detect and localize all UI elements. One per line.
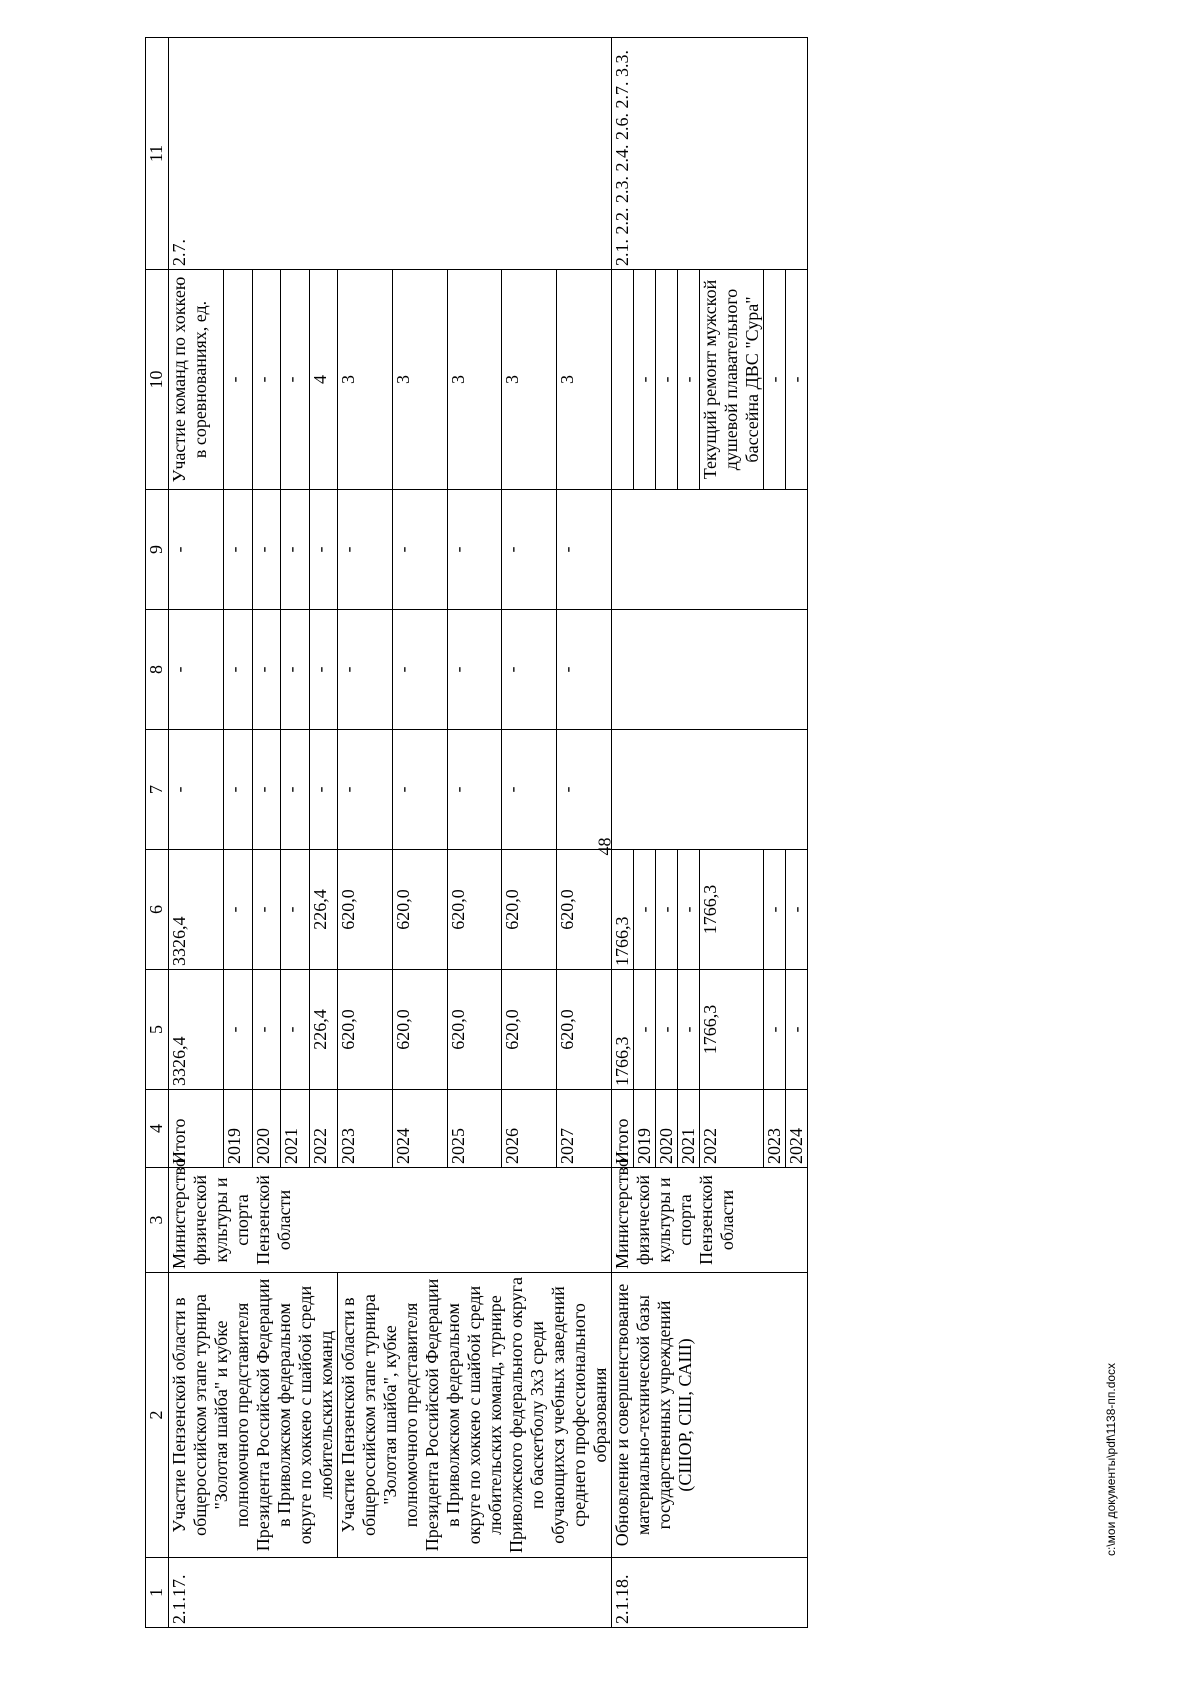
year-cell: 2024 [786,1090,808,1168]
value-cell: 620,0 [557,970,612,1090]
value-cell: - [502,730,557,850]
responsible-ministry: Министерство физической культуры и спорта Пензенской области [612,1168,808,1273]
value-cell: 3326,4 [169,850,224,970]
col-header: 1 [146,1558,169,1628]
value-cell: - [281,490,309,610]
value-cell: - [281,970,309,1090]
value-cell: 3 [392,270,447,490]
value-cell: - [678,270,700,490]
value-cell: - [764,850,786,970]
value-cell: - [252,730,280,850]
value-cell: 3326,4 [169,970,224,1090]
value-cell: 620,0 [447,970,502,1090]
value-cell: - [252,970,280,1090]
value-cell-empty [612,610,808,730]
value-cell: - [392,610,447,730]
value-cell: - [656,970,678,1090]
indicator-cell: Текущий ремонт мужской душевой плавательного бассейна ДВС "Сура" [700,270,764,490]
value-cell: - [252,270,280,490]
year-cell: 2021 [678,1090,700,1168]
table-row [612,38,634,1628]
value-cell: 3 [502,270,557,490]
value-cell: 3 [447,270,502,490]
value-cell-empty [612,730,808,850]
page-number: 48 [594,837,615,856]
table-row [169,38,224,1628]
year-cell: 2022 [309,1090,337,1168]
year-cell: 2019 [634,1090,656,1168]
value-cell: - [447,730,502,850]
value-cell: - [786,270,808,490]
value-cell: 4 [309,270,337,490]
value-cell: 1766,3 [612,850,634,970]
year-cell: 2025 [447,1090,502,1168]
value-cell: 1766,3 [700,850,764,970]
value-cell: - [502,610,557,730]
col-header: 3 [146,1168,169,1273]
value-cell: - [447,490,502,610]
value-cell: 620,0 [392,850,447,970]
value-cell-empty [612,490,808,610]
col-header: 8 [146,610,169,730]
value-cell: - [557,730,612,850]
value-cell: - [502,490,557,610]
value-cell: - [557,610,612,730]
value-cell: - [338,490,393,610]
table-row [338,38,393,1628]
col-header: 2 [146,1273,169,1558]
link-cell: 2.1. 2.2. 2.3. 2.4. 2.6. 2.7. 3.3. [612,38,808,270]
value-cell: 226,4 [309,850,337,970]
document-table-rotated [145,38,1090,1628]
value-cell: - [224,970,252,1090]
value-cell: 1766,3 [612,970,634,1090]
year-cell: 2027 [557,1090,612,1168]
value-cell: 3 [338,270,393,490]
year-cell: 2023 [338,1090,393,1168]
value-cell: - [281,270,309,490]
value-cell: - [764,270,786,490]
value-cell: - [309,730,337,850]
col-header: 11 [146,38,169,270]
value-cell: - [634,970,656,1090]
year-cell: 2019 [224,1090,252,1168]
value-cell: 620,0 [502,850,557,970]
value-cell: 1766,3 [700,970,764,1090]
year-cell: 2020 [656,1090,678,1168]
value-cell [612,270,634,490]
row-number: 2.1.18. [612,1558,808,1628]
value-cell: - [634,850,656,970]
col-header: 4 [146,1090,169,1168]
value-cell: - [392,490,447,610]
col-header: 9 [146,490,169,610]
value-cell: - [634,270,656,490]
value-cell: 226,4 [309,970,337,1090]
col-header: 10 [146,270,169,490]
row-number: 2.1.17. [169,1558,612,1628]
value-cell: - [281,730,309,850]
value-cell: 620,0 [447,850,502,970]
value-cell: - [224,730,252,850]
value-cell: - [656,270,678,490]
value-cell: - [786,850,808,970]
value-cell: - [224,610,252,730]
responsible-ministry: Министерство физической культуры и спорта Пензенской области [169,1168,612,1273]
measure-description: Участие Пензенской области в общероссийском этапе турнира "Золотая шайба", кубке полномочного представителя Президента Российской Федерации в Приволжском федеральном округе по хоккею с шайбой среди любительских команд, турнире Приволжского федерального округа по баскетболу 3x3 среди обучающихся учебных заведений среднего профессионального образования [338,1273,612,1558]
value-cell: 620,0 [338,850,393,970]
year-cell: 2022 [700,1090,764,1168]
value-cell: - [252,490,280,610]
value-cell: - [786,970,808,1090]
col-header: 7 [146,730,169,850]
link-cell: 2.7. [169,38,612,270]
value-cell: 620,0 [338,970,393,1090]
value-cell: 620,0 [392,970,447,1090]
value-cell: - [224,850,252,970]
value-cell: - [309,610,337,730]
year-cell: Итого [169,1090,224,1168]
value-cell: - [338,610,393,730]
col-header: 6 [146,850,169,970]
value-cell: - [678,970,700,1090]
value-cell: - [392,730,447,850]
value-cell: - [764,970,786,1090]
value-cell: - [281,850,309,970]
value-cell: - [224,270,252,490]
value-cell: - [338,730,393,850]
measure-description: Обновление и совершенствование материально-технической базы государственных учреждений (СШОР, СШ, САШ) [612,1273,808,1558]
value-cell: - [169,730,224,850]
value-cell: - [281,610,309,730]
value-cell: - [169,490,224,610]
value-cell: - [169,610,224,730]
value-cell: 3 [557,270,612,490]
year-cell: 2024 [392,1090,447,1168]
year-cell: 2026 [502,1090,557,1168]
value-cell: 620,0 [557,850,612,970]
value-cell: - [678,850,700,970]
value-cell: - [252,610,280,730]
value-cell: - [656,850,678,970]
value-cell: - [252,850,280,970]
year-cell: Итого [612,1090,634,1168]
year-cell: 2023 [764,1090,786,1168]
year-cell: 2021 [281,1090,309,1168]
value-cell: 620,0 [502,970,557,1090]
measure-description: Участие Пензенской области в общероссийском этапе турнира "Золотая шайба" и кубке полномочного представителя Президента Российской Федерации в Приволжском федеральном округе по хоккею с шайбой среди любительских команд [169,1273,338,1558]
value-cell: - [447,610,502,730]
value-cell: - [309,490,337,610]
col-header: 5 [146,970,169,1090]
footer-file-path: c:\мои документы\pdf\1138-пп.docx [1104,1362,1118,1556]
program-table [145,37,808,1628]
header-row [146,38,169,1628]
value-cell: - [224,490,252,610]
indicator-cell: Участие команд по хоккею в соревнованиях, ед. [169,270,224,490]
year-cell: 2020 [252,1090,280,1168]
value-cell: - [557,490,612,610]
